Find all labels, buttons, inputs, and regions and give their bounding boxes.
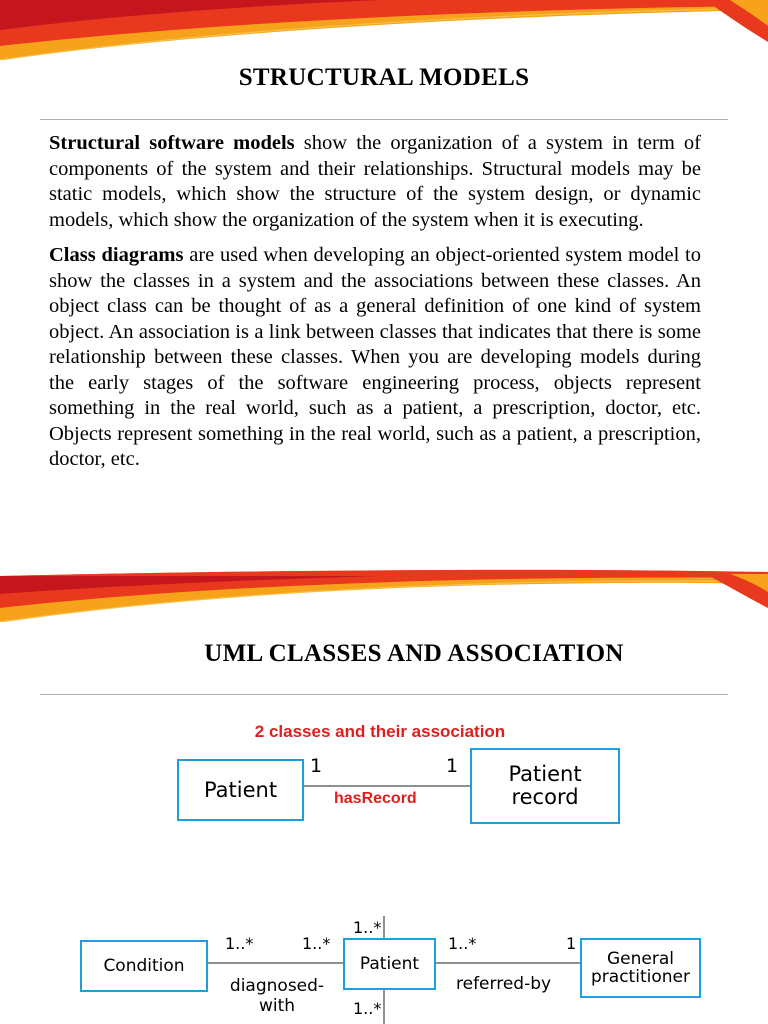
page-title: UML CLASSES AND ASSOCIATION: [204, 640, 624, 667]
class-general-practitioner: General practitioner: [580, 938, 701, 998]
association-label-diagnosed-with: diagnosed-with: [229, 976, 325, 1016]
multiplicity-general-practitioner: 1: [566, 934, 577, 953]
multiplicity-patient: 1: [310, 755, 323, 777]
title-divider: [40, 119, 728, 120]
class-patient: Patient: [343, 938, 436, 990]
uml-diagram: [0, 562, 768, 1024]
bold-term: Class diagrams: [49, 244, 184, 266]
class-condition: Condition: [80, 940, 208, 992]
association-label-hasrecord: hasRecord: [334, 790, 417, 807]
class-patient-record: Patient record: [470, 748, 620, 824]
multiplicity-patient-right: 1..*: [448, 934, 477, 953]
diagram-caption: 2 classes and their association: [254, 722, 506, 741]
paragraph-structural-models: [49, 131, 701, 233]
multiplicity-patient-record: 1: [446, 755, 459, 777]
multiplicity-patient-bottom: 1..*: [353, 999, 382, 1018]
paragraph-class-diagrams: [49, 243, 701, 473]
multiplicity-patient-top: 1..*: [353, 918, 382, 937]
paragraph-text: are used when developing an object-oriented system model to show the classes in a system and the associations between these classes. An object class can be thought of as a general definition of one kind of system object. An association is a link between classes that indicates that there is some relationship between these classes. When you are developing models during the early stages of the software engineering process, objects represent something in the real world, such as a patient, a prescription, doctor, etc. Objects represent something in the real world, such as a patient, a prescription, doctor, etc.: [49, 244, 701, 470]
bold-term: Structural software models: [49, 132, 295, 154]
class-patient: Patient: [177, 759, 304, 821]
decorative-banner: [0, 0, 768, 60]
association-label-referred-by: referred-by: [456, 974, 552, 994]
page-title: STRUCTURAL MODELS: [238, 64, 530, 91]
slide-uml-classes: [0, 562, 768, 1024]
body-text: [49, 131, 701, 483]
multiplicity-condition: 1..*: [225, 934, 254, 953]
paragraph-text: show the organization of a system in term of components of the system and their relationships. Structural models may be static models, which show the structure of the system design, or dynamic models, which show the organization of the system when it is executing.: [49, 132, 701, 231]
multiplicity-patient-left: 1..*: [302, 934, 331, 953]
